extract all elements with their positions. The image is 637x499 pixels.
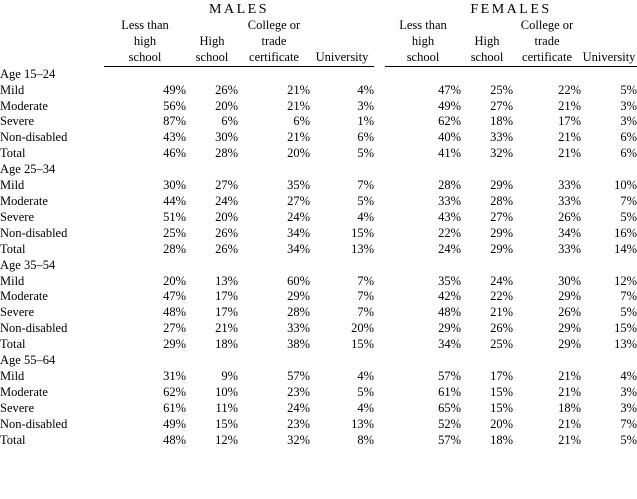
males-cell: 24% <box>215 193 238 208</box>
males-cell: 21% <box>287 98 310 113</box>
females-cell: 17% <box>558 114 582 129</box>
males-cell: 34% <box>287 225 310 240</box>
females-cell: 3% <box>620 114 637 129</box>
females-cell: 22% <box>490 289 514 304</box>
males-cell: 35% <box>287 178 310 193</box>
row-label: Mild <box>0 368 25 383</box>
males-cell: 8% <box>357 432 375 447</box>
females-cell: 15% <box>614 321 637 336</box>
females-group-heading: FEMALES <box>470 2 552 18</box>
table-row <box>0 289 637 305</box>
age-group-label: Age 35–54 <box>0 257 56 272</box>
column-header-line: University <box>315 49 369 64</box>
males-cell: 20% <box>215 98 238 113</box>
males-cell: 49% <box>163 82 186 97</box>
males-cell: 28% <box>215 146 238 161</box>
males-cell: 27% <box>215 178 238 193</box>
column-header-line: Less than <box>121 18 169 32</box>
females-cell: 42% <box>438 289 462 304</box>
females-cell: 29% <box>490 178 514 193</box>
education-table <box>0 2 637 448</box>
males-cell: 26% <box>215 225 238 240</box>
table-row <box>0 114 637 130</box>
males-cell: 17% <box>215 289 238 304</box>
males-cell: 20% <box>215 209 238 224</box>
females-cell: 26% <box>558 305 582 320</box>
females-cell: 27% <box>490 98 514 113</box>
males-cell: 44% <box>163 193 186 208</box>
males-cell: 4% <box>357 209 375 224</box>
females-cell: 48% <box>438 305 462 320</box>
table-body <box>0 67 637 449</box>
females-cell: 24% <box>490 273 514 288</box>
row-label: Non-disabled <box>0 416 68 431</box>
column-header-line: certificate <box>522 49 572 64</box>
females-cell: 17% <box>490 368 514 383</box>
females-cell: 47% <box>438 82 462 97</box>
females-cell: 15% <box>490 384 514 399</box>
females-cell: 33% <box>490 130 514 145</box>
column-header-line: certificate <box>249 49 299 64</box>
females-cell: 35% <box>438 273 462 288</box>
column-header-line: trade <box>534 33 560 48</box>
row-label: Mild <box>0 82 25 97</box>
males-cell: 9% <box>221 368 238 383</box>
females-cell: 25% <box>490 82 514 97</box>
females-column-header-4 <box>581 18 637 66</box>
row-label: Severe <box>0 305 35 320</box>
column-header-line: school <box>406 49 440 64</box>
females-cell: 3% <box>620 98 637 113</box>
females-column-header-1 <box>385 18 461 66</box>
females-cell: 21% <box>558 98 582 113</box>
males-cell: 13% <box>215 273 238 288</box>
females-cell: 3% <box>620 400 637 415</box>
table-row <box>0 226 637 242</box>
males-cell: 61% <box>163 400 186 415</box>
column-header-line: school <box>128 49 162 64</box>
females-cell: 26% <box>558 209 582 224</box>
males-cell: 60% <box>287 273 310 288</box>
females-cell: 10% <box>614 178 637 193</box>
females-cell: 28% <box>490 193 514 208</box>
row-label: Severe <box>0 209 35 224</box>
males-cell: 4% <box>357 400 375 415</box>
males-cell: 7% <box>357 305 375 320</box>
table-row <box>0 417 637 433</box>
males-cell: 24% <box>287 400 310 415</box>
females-cell: 29% <box>490 225 514 240</box>
row-label: Severe <box>0 400 35 415</box>
females-cell: 26% <box>490 321 514 336</box>
males-cell: 7% <box>357 273 375 288</box>
table-row <box>0 385 637 401</box>
males-cell: 10% <box>215 384 238 399</box>
females-cell: 29% <box>490 241 514 256</box>
column-header-line: Less than <box>399 18 447 32</box>
males-cell: 57% <box>287 368 310 383</box>
males-cell: 11% <box>215 400 238 415</box>
males-cell: 23% <box>287 384 310 399</box>
males-column-header-3 <box>238 18 310 66</box>
table-row <box>0 194 637 210</box>
row-label: Moderate <box>0 289 48 304</box>
males-column-header-4 <box>310 18 374 66</box>
males-column-header-1 <box>104 18 186 66</box>
column-header-line: high <box>411 33 435 48</box>
row-label: Non-disabled <box>0 321 68 336</box>
males-cell: 31% <box>163 368 186 383</box>
males-cell: 29% <box>163 337 186 352</box>
table-row <box>0 274 637 290</box>
females-cell: 33% <box>558 178 582 193</box>
females-cell: 21% <box>558 432 582 447</box>
males-cell: 28% <box>163 241 186 256</box>
males-cell: 17% <box>215 305 238 320</box>
males-cell: 51% <box>163 209 186 224</box>
females-cell: 13% <box>614 337 637 352</box>
females-cell: 43% <box>438 209 462 224</box>
row-label: Non-disabled <box>0 225 68 240</box>
males-cell: 46% <box>163 146 186 161</box>
males-cell: 4% <box>357 82 375 97</box>
females-cell: 52% <box>438 416 462 431</box>
males-cell: 29% <box>287 289 310 304</box>
males-cell: 5% <box>357 384 375 399</box>
females-cell: 49% <box>438 98 462 113</box>
column-header-line: College or <box>247 18 301 32</box>
row-label: Total <box>0 241 26 256</box>
column-header-line: University <box>582 49 636 64</box>
age-group-row <box>0 258 637 274</box>
females-cell: 25% <box>490 337 514 352</box>
row-label: Total <box>0 432 26 447</box>
females-cell: 7% <box>620 193 637 208</box>
column-header-line: High <box>474 33 500 48</box>
females-cell: 33% <box>438 193 462 208</box>
males-cell: 6% <box>357 130 375 145</box>
females-cell: 34% <box>558 225 582 240</box>
males-cell: 30% <box>215 130 238 145</box>
males-cell: 33% <box>287 321 310 336</box>
females-cell: 16% <box>614 225 637 240</box>
row-label: Total <box>0 146 26 161</box>
males-cell: 1% <box>357 114 375 129</box>
table-row <box>0 146 637 162</box>
males-cell: 24% <box>287 209 310 224</box>
females-cell: 22% <box>558 82 582 97</box>
row-label: Total <box>0 337 26 352</box>
females-cell: 6% <box>620 130 637 145</box>
males-cell: 34% <box>287 241 310 256</box>
row-label: Mild <box>0 178 25 193</box>
age-group-label: Age 55–64 <box>0 353 56 368</box>
males-cell: 12% <box>215 432 238 447</box>
females-cell: 34% <box>438 337 462 352</box>
males-cell: 20% <box>287 146 310 161</box>
males-group-heading: MALES <box>209 2 269 18</box>
females-cell: 29% <box>558 289 582 304</box>
females-cell: 14% <box>614 241 637 256</box>
females-cell: 5% <box>620 305 637 320</box>
females-cell: 18% <box>558 400 582 415</box>
females-cell: 21% <box>558 416 582 431</box>
females-cell: 27% <box>490 209 514 224</box>
row-label: Moderate <box>0 384 48 399</box>
males-cell: 15% <box>351 337 375 352</box>
males-cell: 26% <box>215 241 238 256</box>
females-cell: 29% <box>558 321 582 336</box>
males-cell: 25% <box>163 225 186 240</box>
table-row <box>0 369 637 385</box>
row-label: Non-disabled <box>0 130 68 145</box>
females-cell: 21% <box>558 146 582 161</box>
females-cell: 57% <box>438 432 462 447</box>
males-cell: 21% <box>287 82 310 97</box>
table-row <box>0 321 637 337</box>
table-row <box>0 130 637 146</box>
females-cell: 30% <box>558 273 582 288</box>
table-row <box>0 178 637 194</box>
females-column-header-2 <box>461 18 513 66</box>
males-cell: 27% <box>163 321 186 336</box>
males-cell: 21% <box>215 321 238 336</box>
age-group-row <box>0 353 637 369</box>
females-cell: 21% <box>558 384 582 399</box>
males-cell: 28% <box>287 305 310 320</box>
table-row <box>0 210 637 226</box>
males-cell: 13% <box>351 416 375 431</box>
females-cell: 28% <box>438 178 462 193</box>
females-cell: 40% <box>438 130 462 145</box>
row-label: Severe <box>0 114 35 129</box>
table-row <box>0 337 637 353</box>
males-cell: 20% <box>163 273 186 288</box>
males-cell: 20% <box>351 321 375 336</box>
females-cell: 15% <box>490 400 514 415</box>
males-cell: 4% <box>357 368 375 383</box>
males-cell: 56% <box>163 98 186 113</box>
males-cell: 6% <box>221 114 238 129</box>
males-cell: 18% <box>215 337 238 352</box>
males-cell: 23% <box>287 416 310 431</box>
males-cell: 38% <box>287 337 310 352</box>
females-cell: 24% <box>438 241 462 256</box>
males-cell: 32% <box>287 432 310 447</box>
males-cell: 7% <box>357 178 375 193</box>
males-cell: 5% <box>357 193 375 208</box>
row-label: Moderate <box>0 193 48 208</box>
females-cell: 61% <box>438 384 462 399</box>
females-cell: 3% <box>620 384 637 399</box>
females-cell: 32% <box>490 146 514 161</box>
females-cell: 65% <box>438 400 462 415</box>
age-group-label: Age 25–34 <box>0 162 56 177</box>
females-cell: 21% <box>490 305 514 320</box>
column-header-line: trade <box>261 33 287 48</box>
table-row <box>0 433 637 449</box>
females-cell: 7% <box>620 289 637 304</box>
males-cell: 47% <box>163 289 186 304</box>
males-cell: 21% <box>287 130 310 145</box>
females-cell: 62% <box>438 114 462 129</box>
females-cell: 41% <box>438 146 462 161</box>
females-cell: 22% <box>438 225 462 240</box>
females-cell: 33% <box>558 193 582 208</box>
females-cell: 29% <box>558 337 582 352</box>
females-cell: 18% <box>490 432 514 447</box>
males-cell: 13% <box>351 241 375 256</box>
row-label: Mild <box>0 273 25 288</box>
females-cell: 7% <box>620 416 637 431</box>
females-cell: 5% <box>620 209 637 224</box>
females-column-header-3 <box>513 18 581 66</box>
group-header-row <box>0 2 637 18</box>
males-column-header-2 <box>186 18 238 66</box>
row-label: Moderate <box>0 98 48 113</box>
table-row <box>0 99 637 115</box>
males-cell: 26% <box>215 82 238 97</box>
males-cell: 6% <box>293 114 310 129</box>
table-header <box>0 2 637 67</box>
males-cell: 43% <box>163 130 186 145</box>
males-cell: 5% <box>357 146 375 161</box>
females-cell: 20% <box>490 416 514 431</box>
females-cell: 21% <box>558 130 582 145</box>
males-cell: 27% <box>287 193 310 208</box>
age-group-row <box>0 67 637 83</box>
column-header-line: school <box>470 49 504 64</box>
females-cell: 5% <box>620 432 637 447</box>
females-cell: 12% <box>614 273 637 288</box>
column-header-line: High <box>199 33 225 48</box>
females-cell: 29% <box>438 321 462 336</box>
males-cell: 30% <box>163 178 186 193</box>
age-group-row <box>0 162 637 178</box>
males-cell: 48% <box>163 432 186 447</box>
females-cell: 21% <box>558 368 582 383</box>
table-row <box>0 242 637 258</box>
males-cell: 7% <box>357 289 375 304</box>
females-cell: 33% <box>558 241 582 256</box>
table-row <box>0 83 637 99</box>
age-group-label: Age 15–24 <box>0 66 56 81</box>
table-row <box>0 305 637 321</box>
females-cell: 18% <box>490 114 514 129</box>
males-cell: 48% <box>163 305 186 320</box>
males-cell: 15% <box>351 225 375 240</box>
females-cell: 5% <box>620 82 637 97</box>
table-row <box>0 401 637 417</box>
females-cell: 6% <box>620 146 637 161</box>
males-cell: 87% <box>163 114 186 129</box>
column-header-line: College or <box>520 18 574 32</box>
females-cell: 4% <box>620 368 637 383</box>
males-cell: 3% <box>357 98 375 113</box>
column-header-row <box>0 18 637 66</box>
males-cell: 15% <box>215 416 238 431</box>
males-cell: 62% <box>163 384 186 399</box>
column-header-line: high <box>133 33 157 48</box>
females-cell: 57% <box>438 368 462 383</box>
column-header-line: school <box>195 49 229 64</box>
males-cell: 49% <box>163 416 186 431</box>
